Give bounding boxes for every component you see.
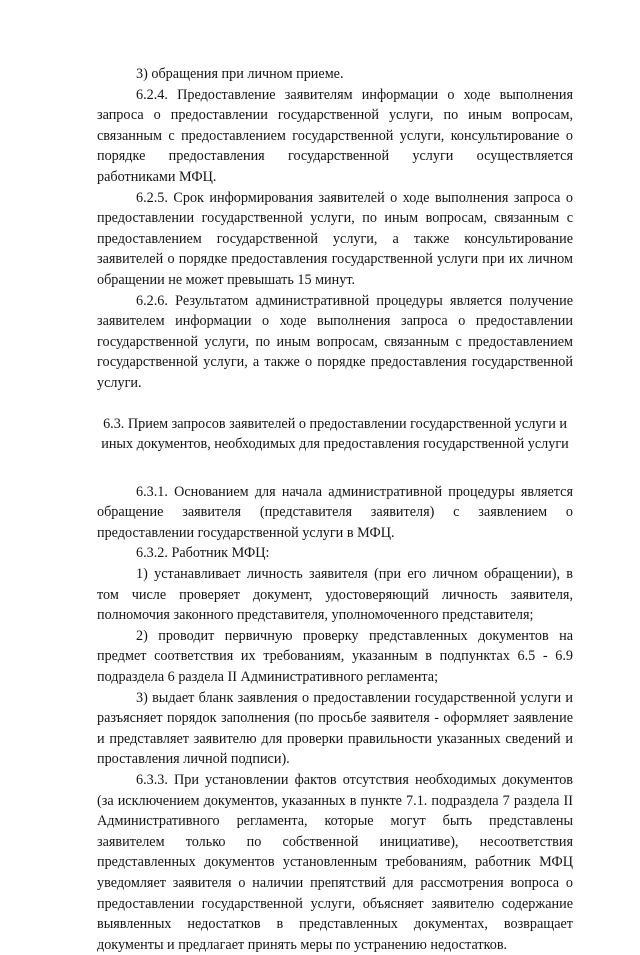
paragraph-6-3-2-item-2: 2) проводит первичную проверку представленных документов на предмет соответствия их требованиям, указанным в подпунктах 6.5 - 6.9 подраздела 6 раздела II Административного регламента; <box>97 627 573 686</box>
paragraph-6-2-5: 6.2.5. Срок информирования заявителей о ходе выполнения запроса о предоставлении государственной услуги, по иным вопросам, связанным с предоставлением государственной услуги, а также консультирование заявителей о порядке предоставления государственной услуги при их личном обращении не может превышать 15 минут. <box>97 189 573 288</box>
paragraph-6-2-6: 6.2.6. Результатом административной процедуры является получение заявителем информации о ходе выполнения запроса о предоставлении государственной услуги, по иным вопросам, связанным с предоставлением государственной услуги, а также о порядке предоставления государственной услуги. <box>97 292 573 391</box>
paragraph-6-3-3: 6.3.3. При установлении фактов отсутствия необходимых документов (за исключением документов, указанных в пункте 7.1. подраздела 7 раздела II Административного регламента, которые могут быть представлены заявителем только по собственной инициативе), несоответствия представленных документов установленным требованиям, работник МФЦ уведомляет заявителя о наличии препятствий для рассмотрения вопроса о предоставлении государственной услуги, объясняет заявителю содержание выявленных недостатков в представленных документах, возвращает документы и предлагает принять меры по устранению недостатков. <box>97 772 573 953</box>
paragraph-6-2-4: 6.2.4. Предоставление заявителям информации о ходе выполнения запроса о предоставлении государственной услуги, по иным вопросам, связанным с предоставлением государственной услуги, консультирование о порядке предоставления государственной услуги осуществляется работниками МФЦ. <box>97 86 573 185</box>
paragraph-6-3-2-item-3: 3) выдает бланк заявления о предоставлении государственной услуги и разъясняет порядок заполнения (по просьбе заявителя - оформляет заявление и представляет заявителю для проверки правильности указанных сведений и проставления личной подписи). <box>97 689 573 768</box>
paragraph-6-3-2: 6.3.2. Работник МФЦ: <box>136 545 270 562</box>
paragraph-6-3-1: 6.3.1. Основанием для начала административной процедуры является обращение заявителя (представителя заявителя) с заявлением о предоставлении государственной услуги в МФЦ. <box>97 483 573 541</box>
paragraph-6-3-2-item-1: 1) устанавливает личность заявителя (при его личном обращении), в том числе проверяет документ, удостоверяющий личность заявителя, полномочия законного представителя, уполномоченного представителя; <box>97 566 573 624</box>
document-body <box>97 64 573 955</box>
section-heading-6-3: 6.3. Прием запросов заявителей о предоставлении государственной услуги и иных документов, необходимых для предоставления государственной услуги <box>101 415 569 453</box>
paragraph-item-3-personal-visit: 3) обращения при личном приеме. <box>136 66 344 82</box>
